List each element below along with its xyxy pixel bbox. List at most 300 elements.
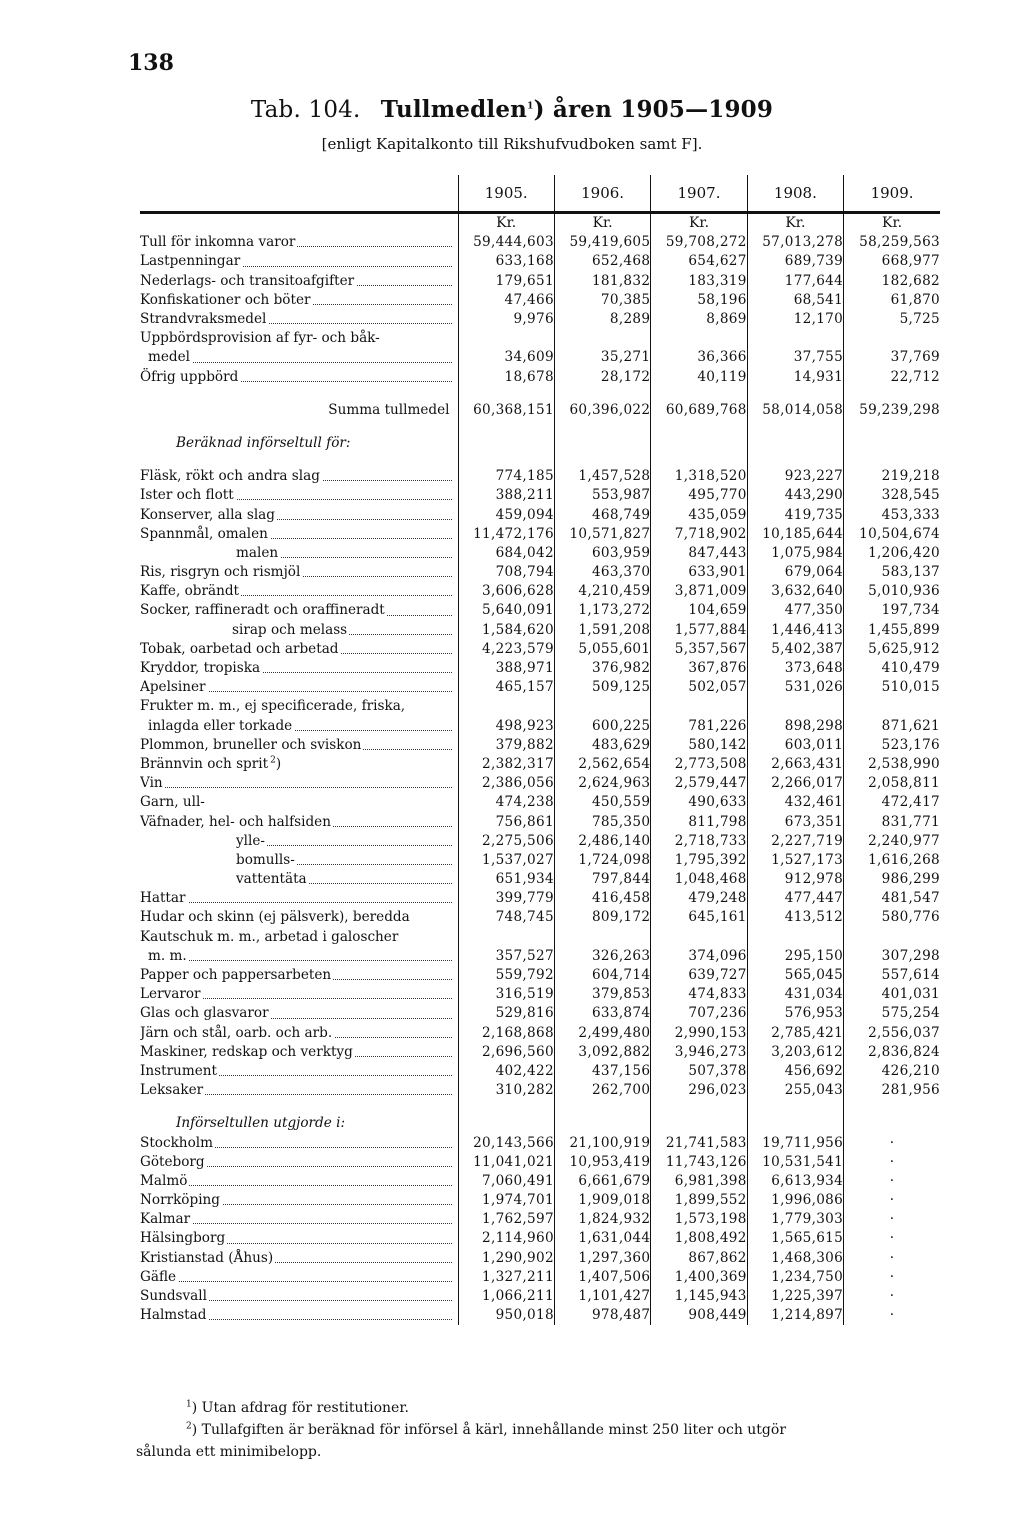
value-cell: 1,724,098 <box>554 851 650 870</box>
value-cell: 5,402,387 <box>747 640 843 659</box>
value-cell: 2,538,990 <box>844 755 940 774</box>
value-cell: 1,173,272 <box>554 601 650 620</box>
value-cell: 68,541 <box>747 291 843 310</box>
row-label <box>140 659 458 678</box>
row-label-text: Kalmar <box>140 1211 191 1228</box>
row-label <box>140 252 458 271</box>
value-cell: 3,203,612 <box>747 1043 843 1062</box>
value-cell: 1,527,173 <box>747 851 843 870</box>
empty-cell <box>651 1114 747 1133</box>
header-blank <box>140 175 458 213</box>
value-cell: 47,466 <box>458 291 554 310</box>
value-cell: 255,043 <box>747 1081 843 1100</box>
row-label-text: ylle- <box>140 833 267 849</box>
row-label-text: Instrument <box>140 1062 217 1079</box>
value-cell: 1,225,397 <box>747 1287 843 1306</box>
value-cell: 2,562,654 <box>554 755 650 774</box>
value-cell: 785,350 <box>554 812 650 831</box>
value-cell: 59,419,605 <box>554 233 650 252</box>
empty-cell <box>844 434 940 453</box>
value-cell: · <box>844 1172 940 1191</box>
table-row <box>140 1210 940 1229</box>
row-label-text: Ister och flott <box>140 487 234 504</box>
value-cell: 867,862 <box>651 1249 747 1268</box>
table-row <box>140 486 940 505</box>
row-label <box>140 985 458 1004</box>
value-cell: 689,739 <box>747 252 843 271</box>
tullmedel-table <box>140 175 940 1325</box>
value-cell: 1,407,506 <box>554 1268 650 1287</box>
value-cell: 40,119 <box>651 368 747 387</box>
value-cell: 58,259,563 <box>844 233 940 252</box>
value-cell: 3,632,640 <box>747 582 843 601</box>
value-cell: 2,718,733 <box>651 832 747 851</box>
value-cell: 2,275,506 <box>458 832 554 851</box>
unit-row <box>140 213 940 234</box>
value-cell: 1,808,492 <box>651 1229 747 1248</box>
value-cell <box>747 329 843 348</box>
spacer-cell <box>140 1100 458 1114</box>
unit-label: Kr. <box>458 213 554 234</box>
row-label <box>140 736 458 755</box>
row-label <box>140 505 458 524</box>
row-label-text: Papper och pappersarbeten <box>140 967 332 984</box>
value-cell: 2,382,317 <box>458 755 554 774</box>
row-label-text: medel <box>140 349 192 365</box>
value-cell: 756,861 <box>458 812 554 831</box>
value-cell: 5,725 <box>844 310 940 329</box>
value-cell: 58,196 <box>651 291 747 310</box>
value-cell: 871,621 <box>844 717 940 736</box>
value-cell: 20,143,566 <box>458 1133 554 1152</box>
value-cell: 474,238 <box>458 793 554 812</box>
section-row <box>140 1114 940 1133</box>
value-cell: 376,982 <box>554 659 650 678</box>
row-label-text: Tobak, oarbetad och arbetad <box>140 640 339 657</box>
value-cell: 2,836,824 <box>844 1043 940 1062</box>
title-years: åren 1905—1909 <box>552 96 774 123</box>
page-number: 138 <box>128 50 174 76</box>
value-cell: 443,290 <box>747 486 843 505</box>
row-label-text: Glas och glasvaror <box>140 1005 269 1022</box>
value-cell: 580,776 <box>844 908 940 927</box>
value-cell: 379,882 <box>458 736 554 755</box>
table-row <box>140 1268 940 1287</box>
value-cell: 35,271 <box>554 348 650 367</box>
value-cell: 1,996,086 <box>747 1191 843 1210</box>
table-row <box>140 505 940 524</box>
value-cell: 419,735 <box>747 505 843 524</box>
value-cell: 1,206,420 <box>844 544 940 563</box>
spacer-cell <box>844 1100 940 1114</box>
value-cell: 8,869 <box>651 310 747 329</box>
table-row <box>140 1133 940 1152</box>
value-cell: 978,487 <box>554 1306 650 1325</box>
row-label-text: Brännvin och sprit <box>140 755 269 772</box>
value-cell: 781,226 <box>651 717 747 736</box>
table-row <box>140 947 940 966</box>
row-label <box>140 697 458 716</box>
table-row <box>140 1081 940 1100</box>
table-row <box>140 272 940 291</box>
row-label <box>140 812 458 831</box>
value-cell: 177,644 <box>747 272 843 291</box>
spacer-cell <box>651 453 747 467</box>
value-cell: 1,762,597 <box>458 1210 554 1229</box>
value-cell: 5,055,601 <box>554 640 650 659</box>
summa-value: 58,014,058 <box>747 401 843 420</box>
value-cell: 477,447 <box>747 889 843 908</box>
row-label <box>140 908 458 927</box>
row-label <box>140 348 458 367</box>
row-label <box>140 544 458 563</box>
value-cell: 908,449 <box>651 1306 747 1325</box>
row-label-text: Stockholm <box>140 1134 213 1151</box>
row-label <box>140 1210 458 1229</box>
table-row <box>140 908 940 927</box>
value-cell: 3,606,628 <box>458 582 554 601</box>
year-header: 1909. <box>844 175 940 213</box>
value-cell: 426,210 <box>844 1062 940 1081</box>
row-label-text: Fläsk, rökt och andra slag <box>140 468 320 485</box>
row-label-text: Apelsiner <box>140 679 206 696</box>
value-cell: 22,712 <box>844 368 940 387</box>
title-footnote-mark: 1 <box>527 101 534 112</box>
value-cell: · <box>844 1191 940 1210</box>
table-row <box>140 467 940 486</box>
value-cell: 2,168,868 <box>458 1024 554 1043</box>
value-cell: 435,059 <box>651 505 747 524</box>
value-cell: 898,298 <box>747 717 843 736</box>
table-row <box>140 252 940 271</box>
value-cell: 2,266,017 <box>747 774 843 793</box>
value-cell: 1,145,943 <box>651 1287 747 1306</box>
value-cell: 11,041,021 <box>458 1153 554 1172</box>
spacer-cell <box>747 420 843 434</box>
table-row <box>140 233 940 252</box>
value-cell: 9,976 <box>458 310 554 329</box>
table-row <box>140 985 940 1004</box>
value-cell: 21,741,583 <box>651 1133 747 1152</box>
value-cell <box>747 928 843 947</box>
table-row <box>140 678 940 697</box>
value-cell: 1,909,018 <box>554 1191 650 1210</box>
table-row <box>140 928 940 947</box>
value-cell: 633,901 <box>651 563 747 582</box>
table-subtitle: [enligt Kapitalkonto till Rikshufvudboken samt F]. <box>321 135 703 153</box>
value-cell: 507,378 <box>651 1062 747 1081</box>
table-row <box>140 544 940 563</box>
table-row <box>140 1172 940 1191</box>
value-cell: 748,745 <box>458 908 554 927</box>
row-label <box>140 1229 458 1248</box>
spacer-row <box>140 420 940 434</box>
table-row <box>140 736 940 755</box>
row-label <box>140 582 458 601</box>
empty-cell <box>747 1114 843 1133</box>
value-cell: 11,472,176 <box>458 525 554 544</box>
unit-blank <box>140 213 458 234</box>
value-cell: 388,211 <box>458 486 554 505</box>
row-label-text: Halmstad <box>140 1307 207 1324</box>
value-cell: 307,298 <box>844 947 940 966</box>
table-row <box>140 832 940 851</box>
footnote-2 <box>186 1422 786 1438</box>
row-label <box>140 368 458 387</box>
value-cell: 402,422 <box>458 1062 554 1081</box>
unit-label: Kr. <box>844 213 940 234</box>
value-cell: 1,577,884 <box>651 621 747 640</box>
value-cell: 6,981,398 <box>651 1172 747 1191</box>
value-cell: 1,400,369 <box>651 1268 747 1287</box>
value-cell: 357,527 <box>458 947 554 966</box>
table-row <box>140 1191 940 1210</box>
value-cell: 14,931 <box>747 368 843 387</box>
row-label <box>140 1024 458 1043</box>
value-cell: 399,779 <box>458 889 554 908</box>
table-row <box>140 291 940 310</box>
table-row <box>140 1306 940 1325</box>
row-label <box>140 310 458 329</box>
row-label-text: Gäfle <box>140 1268 177 1285</box>
value-cell: 34,609 <box>458 348 554 367</box>
row-label-text: inlagda eller torkade <box>140 718 294 734</box>
summa-value: 60,368,151 <box>458 401 554 420</box>
value-cell <box>458 697 554 716</box>
value-cell: 490,633 <box>651 793 747 812</box>
row-label-text: Hälsingborg <box>140 1230 226 1247</box>
title-close-paren: ) <box>533 96 545 123</box>
value-cell: 5,625,912 <box>844 640 940 659</box>
value-cell: 633,168 <box>458 252 554 271</box>
footnote-1 <box>186 1400 409 1416</box>
row-label <box>140 717 458 736</box>
spacer-cell <box>458 420 554 434</box>
value-cell: 2,386,056 <box>458 774 554 793</box>
table-row <box>140 582 940 601</box>
table-row <box>140 601 940 620</box>
row-label <box>140 329 458 348</box>
row-label <box>140 601 458 620</box>
value-cell: 10,531,541 <box>747 1153 843 1172</box>
row-label-text: Konserver, alla slag <box>140 506 275 523</box>
row-label-text: Sundsvall <box>140 1288 207 1305</box>
value-cell: 1,446,413 <box>747 621 843 640</box>
value-cell: 326,263 <box>554 947 650 966</box>
row-label <box>140 291 458 310</box>
value-cell: 181,832 <box>554 272 650 291</box>
value-cell: 523,176 <box>844 736 940 755</box>
value-cell: · <box>844 1153 940 1172</box>
row-label-text: Konfiskationer och böter <box>140 291 311 308</box>
table-row <box>140 329 940 348</box>
value-cell: · <box>844 1268 940 1287</box>
value-cell: 465,157 <box>458 678 554 697</box>
empty-cell <box>747 434 843 453</box>
value-cell: 456,692 <box>747 1062 843 1081</box>
value-cell: 1,974,701 <box>458 1191 554 1210</box>
value-cell: 70,385 <box>554 291 650 310</box>
row-label-text: Spannmål, omalen <box>140 525 268 542</box>
year-header: 1906. <box>554 175 650 213</box>
value-cell: 7,718,902 <box>651 525 747 544</box>
table-row <box>140 717 940 736</box>
value-cell: 2,696,560 <box>458 1043 554 1062</box>
value-cell: 707,236 <box>651 1004 747 1023</box>
spacer-cell <box>747 387 843 401</box>
row-label <box>140 1004 458 1023</box>
value-cell: 1,075,984 <box>747 544 843 563</box>
summa-value: 60,396,022 <box>554 401 650 420</box>
value-cell: 474,833 <box>651 985 747 1004</box>
spacer-cell <box>844 453 940 467</box>
table-row <box>140 621 940 640</box>
table-row <box>140 812 940 831</box>
row-label <box>140 928 458 947</box>
value-cell: 310,282 <box>458 1081 554 1100</box>
row-label <box>140 1062 458 1081</box>
row-label <box>140 640 458 659</box>
row-label-text: vattentäta <box>140 871 309 887</box>
spacer-cell <box>651 387 747 401</box>
value-cell: 923,227 <box>747 467 843 486</box>
row-label <box>140 851 458 870</box>
value-cell: 1,795,392 <box>651 851 747 870</box>
value-cell: 379,853 <box>554 985 650 1004</box>
row-label-text: Lervaror <box>140 986 201 1003</box>
value-cell: 219,218 <box>844 467 940 486</box>
value-cell: 367,876 <box>651 659 747 678</box>
row-label <box>140 621 458 640</box>
table-number: Tab. 104. <box>250 97 361 123</box>
row-label-text: Leksaker <box>140 1082 204 1099</box>
value-cell: 1,573,198 <box>651 1210 747 1229</box>
value-cell: 950,018 <box>458 1306 554 1325</box>
value-cell: 604,714 <box>554 966 650 985</box>
value-cell: 2,556,037 <box>844 1024 940 1043</box>
value-cell: 1,899,552 <box>651 1191 747 1210</box>
row-label-text: m. m. <box>140 948 189 964</box>
row-label <box>140 1081 458 1100</box>
section-heading: Införseltullen utgjorde i: <box>176 1115 346 1132</box>
value-cell: 495,770 <box>651 486 747 505</box>
row-label-text: Väfnader, hel- och halfsiden <box>140 813 331 830</box>
spacer-cell <box>554 387 650 401</box>
value-cell <box>844 928 940 947</box>
value-cell: · <box>844 1133 940 1152</box>
row-label-text: Garn, ull- <box>140 794 205 811</box>
row-label-text: Hudar och skinn (ej pälsverk), beredda <box>140 909 410 926</box>
value-cell: 182,682 <box>844 272 940 291</box>
value-cell: 831,771 <box>844 812 940 831</box>
value-cell: 7,060,491 <box>458 1172 554 1191</box>
row-label-text: Kristianstad (Åhus) <box>140 1249 274 1266</box>
table-row <box>140 889 940 908</box>
spacer-cell <box>554 453 650 467</box>
value-cell: 1,824,932 <box>554 1210 650 1229</box>
empty-cell <box>554 1114 650 1133</box>
value-cell <box>651 329 747 348</box>
value-cell <box>747 697 843 716</box>
row-label <box>140 272 458 291</box>
value-cell: 2,990,153 <box>651 1024 747 1043</box>
row-label <box>140 1268 458 1287</box>
row-label <box>140 870 458 889</box>
table-row <box>140 310 940 329</box>
spacer-cell <box>140 387 458 401</box>
row-label <box>140 486 458 505</box>
row-label <box>140 1172 458 1191</box>
value-cell: 1,468,306 <box>747 1249 843 1268</box>
value-cell <box>844 329 940 348</box>
value-cell: 654,627 <box>651 252 747 271</box>
spacer-cell <box>140 420 458 434</box>
value-cell: 483,629 <box>554 736 650 755</box>
value-cell: 18,678 <box>458 368 554 387</box>
spacer-cell <box>844 387 940 401</box>
row-label-text: Frukter m. m., ej specificerade, friska, <box>140 698 406 715</box>
table-row <box>140 793 940 812</box>
value-cell: 684,042 <box>458 544 554 563</box>
value-cell: 10,185,644 <box>747 525 843 544</box>
table-row <box>140 774 940 793</box>
row-label-text: Plommon, bruneller och sviskon <box>140 736 362 753</box>
spacer-row <box>140 1100 940 1114</box>
value-cell: 502,057 <box>651 678 747 697</box>
value-cell: 4,210,459 <box>554 582 650 601</box>
table-row <box>140 368 940 387</box>
value-cell: 4,223,579 <box>458 640 554 659</box>
row-label-text: malen <box>140 545 280 561</box>
value-cell: 583,137 <box>844 563 940 582</box>
spacer-cell <box>140 453 458 467</box>
spacer-row <box>140 387 940 401</box>
spacer-cell <box>747 453 843 467</box>
table-row <box>140 1004 940 1023</box>
value-cell: 401,031 <box>844 985 940 1004</box>
unit-label: Kr. <box>554 213 650 234</box>
row-label <box>140 947 458 966</box>
value-cell <box>844 697 940 716</box>
value-cell: 531,026 <box>747 678 843 697</box>
value-cell: 809,172 <box>554 908 650 927</box>
value-cell: 19,711,956 <box>747 1133 843 1152</box>
value-cell: 565,045 <box>747 966 843 985</box>
row-label-text: Socker, raffineradt och oraffineradt <box>140 602 385 619</box>
value-cell: 603,959 <box>554 544 650 563</box>
value-cell: 645,161 <box>651 908 747 927</box>
row-label <box>140 1133 458 1152</box>
section-row <box>140 434 940 453</box>
value-cell <box>651 697 747 716</box>
spacer-cell <box>458 453 554 467</box>
summa-value: 60,689,768 <box>651 401 747 420</box>
value-cell: 36,366 <box>651 348 747 367</box>
value-cell: 575,254 <box>844 1004 940 1023</box>
row-label <box>140 678 458 697</box>
value-cell: 28,172 <box>554 368 650 387</box>
value-cell: 463,370 <box>554 563 650 582</box>
value-cell: 8,289 <box>554 310 650 329</box>
value-cell: 37,755 <box>747 348 843 367</box>
value-cell: · <box>844 1287 940 1306</box>
value-cell: 912,978 <box>747 870 843 889</box>
value-cell: 450,559 <box>554 793 650 812</box>
value-cell <box>554 928 650 947</box>
value-cell: 295,150 <box>747 947 843 966</box>
summa-value: 59,239,298 <box>844 401 940 420</box>
value-cell: 2,663,431 <box>747 755 843 774</box>
